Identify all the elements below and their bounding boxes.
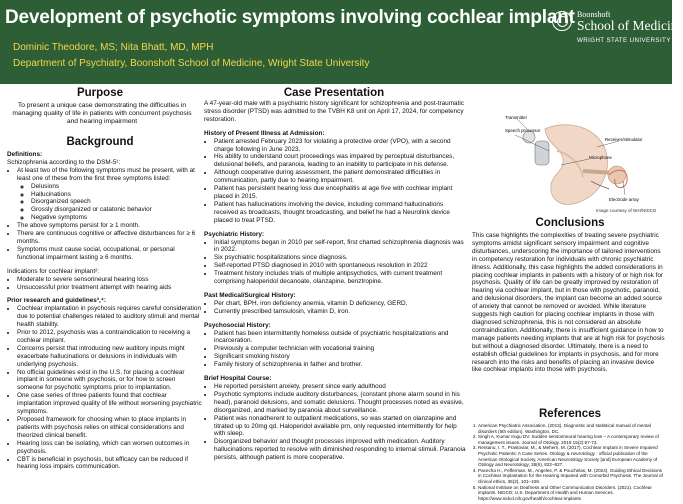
label-speech-processor: Speech processor (505, 128, 541, 133)
reference-item: 1. American Psychiatric Association. (2013). Diagnostic and statistical manual of mental disorders (5th edition). Washington, DC. (478, 423, 665, 434)
purpose-heading: Purpose (76, 87, 123, 99)
department: Department of Psychiatry, Boonshoft School of Medicine, Wright State University (13, 58, 370, 69)
background-body: Definitions: Schizophrenia according to the DSM-5¹: • At least two of the following symptoms must be present, with at least one of these from the first three symptoms listed: ◦ Delusions ◦ Hallucinations ◦ Disorganized speech ◦ Grossly disorganized or catatonic behavior ◦ Negative symptoms • The above symptoms persist for ≥ 1 month. • There are continuous cognitive or affective disturbances for ≥ 6 months. • Symptoms must cause social, occupational, or personal functional impairment lasting ≥ 6 months. Indications for cochlear implant²: • Moderate to severe sensorineural hearing loss • Unsuccessful prior treatment attempt with hearing aids Prior research and guidelines³,⁴: • Cochlear implantation in psychosis requires careful consideration due to potential challenges related to auditory stimuli and mental health stability. • Prior to 2012, psychosis was a contraindication to receiving a cochlear implant. • Concerns persist that introducing new auditory inputs might exacerbate hallucinations or delusions in individuals with underlying psychosis. • No official guidelines exist in the U.S. for placing a cochlear implant in someone with psychosis, or for how to screen someone for psychotic symptoms prior to implantation. • One case series of three patients found that cochlear implantation improved quality of life without worsening psychiatric symptoms. • Proposed framework for choosing when to place implants in patients with psychosis relies on ethical considerations and theorized clinical benefit. • Hearing loss can be isolating, which can worsen outcomes in psychosis. • CBT is beneficial in psychosis, but efficacy can be reduced if hearing loss impairs communication. (7, 151, 202, 471)
poster-header (0, 0, 683, 84)
conclusions-heading: Conclusions (535, 217, 605, 229)
school-logo: Boonshoft School of Medicine WRIGHT STATE UNIVERSITY (552, 10, 662, 55)
figure-credit: Image courtesy of NIH/NIDCD (596, 208, 657, 213)
seal-icon (552, 11, 572, 31)
background-heading: Background (66, 136, 134, 148)
label-electrode-array: Electrode array (609, 197, 639, 202)
label-microphone: Microphone (589, 155, 612, 160)
references-heading: References (538, 408, 601, 420)
purpose-text: To present a unique case demonstrating the difficulties in managing quality of life in patients with concurrent psychosis and hearing impairment (12, 102, 192, 125)
references-list (470, 423, 665, 501)
ear-diagram (505, 111, 650, 211)
label-transmitter: Transmitter (505, 115, 528, 120)
label-receiver: Receiver/stimulator (605, 137, 643, 142)
reference-item: 3. Rentanu, I. T., Prastoviar, M., & Mehern, M. (2017). Cochlear Implant in Severe Impaired Psychotic Patients: A Case Series. Otology & neurotology : official publication of the American Otological Society, American Neurotology Society [and] European Academy of Otology and Neurotology, 38(6), 822–827. (478, 445, 665, 467)
case-body: A 47-year-old male with a psychiatric history significant for schizophrenia and post-traumatic stress disorder (PTSD) was admitted to the TVBH K8 unit on April 17, 2024, for competency restoration. History of Present Illness at Admission: • Patient arrested February 2023 for violating a protective order (VPO), with a second charge following in June 2023. • His ability to understand court proceedings was impaired by perceptual disturbances, delusional beliefs, and paranoia, leading to an inability to participate in his defense. • Although cooperative during assessment, the patient demonstrated difficulties in communication, partly due to hearing impairment. • Patient has persistent hearing loss due encephalitis at age five with cochlear implant placed in 2015. • Patient has hallucinations involving the device, including command hallucinations received as broadcasts, thought broadcasting, and belief he had a Neurolink device placed to treat PTSD. Psychiatric History: • Initial symptoms began in 2010 per self-report, first charted schizophrenia diagnosis was in 2022. • Six psychiatric hospitalizations since diagnosis. • Self-reported PTSD diagnosed in 2010 with spontaneous resolution in 2022 • Treatment history includes trials of multiple antipsychotics, with current treatment comprising haloperidol decanoate, olanzapine, benztropine. Past Medical/Surgical History: • Per chart, BPH, iron deficiency anemia, vitamin D deficiency, GERD. • Currently prescribed tamsulosin, vitamin D, iron. Psychosocial History: • Patient has been intermittently homeless outside of psychiatric hospitalizations and incarceration. • Previously a computer technician with vocational training • Significant smoking history • Family history of schizophrenia in father and brother. Brief Hospital Course: • He reported persistent anxiety, present since early adulthood • Psychotic symptoms include auditory disturbances, (constant phone alarm sound in his head), paranoid delusions, and somatic delusions. Thought processes noted as evasive, disorganized, and marked by paranoia about surveillance. • Patient was nonadherent to outpatient medications, so was started on olanzapine and titrated up to 20mg qd. Haloperidol available prn, only requested intermittently for help with sleep. • Disorganized behavior and thought processes improved with medication. Auditory hallucinations reported to resolve with diminished responding to internal stimuli. Paranoia persists, although patient is more cooperative. (204, 100, 466, 462)
reference-item: 5. National Institute on Deafness and Other Communication Disorders. (2021). Cochlear implants. NIDCD; U.S. Department of Health and Human Services. https://www.nidcd.nih.gov/health/cochlear-implants (478, 485, 665, 502)
authors: Dominic Theodore, MS; Nita Bhatt, MD, MPH (13, 42, 214, 53)
conclusions-text: This case highlights the complexities of treating severe psychiatric symptoms amidst significant sensory impairment and cognitive disturbances, underscoring the importance of tailored interventions in competency restoration for individuals with chronic psychiatric illness. Additionally, this case highlights the added considerations in placing cochlear implants in patients with a history of or high risk for psychosis. Quality of life can be greatly improved by restoration of hearing via cochlear implant, but in those with psychotic, paranoid, and delusional disorders, the implant can become an added source of anxiety that cannot be removed or avoided. While literature suggests high caution for placing cochlear implants in those with diagnosed schizophrenia, this is not considered an absolute contraindication. Additionally, there is insufficient guidance in how to manage patients needing implants that are at high risk for psychosis but without a diagnosed disorder. Ultimately, there is a need to establish official guidelines for implants in psychosis, and for more research into the risks and benefits of placing an invasive device like cochlear implants into those with psychosis. (472, 232, 665, 374)
reference-item: 2. Singh A, Kumar Irugu DV. Sudden sensorineural hearing loss – A contemporary review of management issues. Journal of Otology. 2019 15(2):67-73. (478, 434, 665, 445)
poster-title: Development of psychotic symptoms involving cochlear implant (5, 7, 575, 28)
reference-item: 4. Pacecha H., Fefferman, M., Angeles, P. & Pouchelas, M. (2024). Guiding Ethical Decisions in Cochlear Implantation for the Hearing Impaired with Comorbid Psychosis. The Journal of clinical ethics, 35(2), 101–108. (478, 468, 665, 485)
case-heading: Case Presentation (283, 87, 385, 99)
